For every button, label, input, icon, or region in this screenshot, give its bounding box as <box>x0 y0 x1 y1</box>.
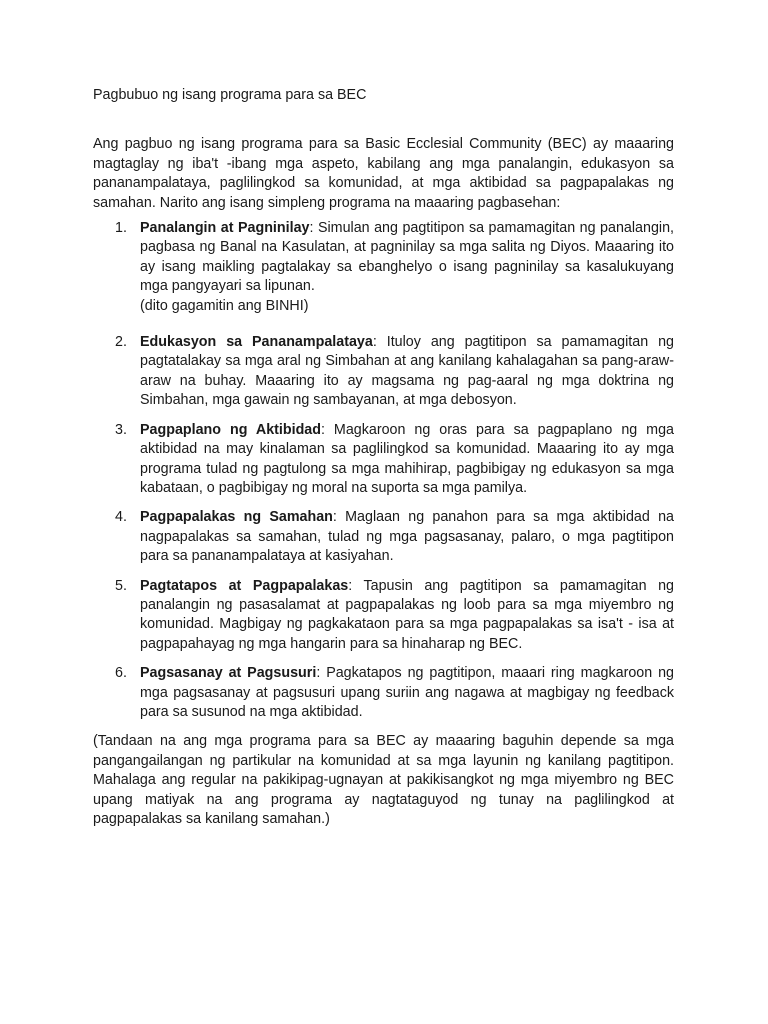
list-item <box>93 508 674 566</box>
list-item <box>93 333 674 411</box>
list-item-text: : Magkaroon ng oras para sa pagpaplano ng mga aktibidad na may kinalaman sa paglilingkod sa komunidad. Maaaring ito ay mga programa tulad ng pagtulong sa mga mahihirap, pagbibigay ng edukasyon sa mga kabataan, o pagbibigay ng moral na suporta sa mga pamilya. <box>140 421 674 496</box>
intro-paragraph: Ang pagbuo ng isang programa para sa Basic Ecclesial Community (BEC) ay maaaring magtaglay ng iba't -ibang mga aspeto, kabilang ang mga panalangin, edukasyon sa pananampalataya, paglilingkod sa komunidad, at mga aktibidad sa pagpapalakas ng samahan. Narito ang isang simpleng programa na maaaring pagbasehan: <box>93 136 674 211</box>
list-item-text: : Tapusin ang pagtitipon sa pamamagitan ng panalangin ng pasasalamat at pagpapalakas ng loob para sa mga miyembro ng komunidad. Magbigay ng pagkakataon para sa mga pagpapalakas sa isa't - isa at pagpapahayag ng mga hangarin para sa hinaharap ng BEC. <box>140 577 674 652</box>
program-list <box>93 219 674 722</box>
list-item <box>93 421 674 499</box>
document-title: Pagbubuo ng isang programa para sa BEC <box>93 87 367 103</box>
list-item-number: 2. <box>115 334 127 351</box>
list-item-heading: Panalangin at Pagninilay <box>140 220 310 237</box>
list-item-heading: Pagpaplano ng Aktibidad <box>140 421 321 438</box>
list-item <box>93 664 674 722</box>
list-item-note: (dito gagamitin ang BINHI) <box>140 297 309 314</box>
list-item-text: : Ituloy ang pagtitipon sa pamamagitan ng pagtatalakay sa mga aral ng Simbahan at ang kanilang kahalagahan sa pang-araw-araw na buhay. Maaaring ito ay magsama ng pag-aaral ng mga doktrina ng Simbahan, mga gawain ng sambayanan, at mga debosyon. <box>140 334 674 409</box>
list-item-text: : Pagkatapos ng pagtitipon, maaari ring magkaroon ng mga pagsasanay at pagsusuri upang suriin ang nagawa at magbigay ng feedback para sa susunod na mga aktibidad. <box>140 665 674 720</box>
list-item-number: 1. <box>115 220 127 237</box>
list-item-text: : Maglaan ng panahon para sa mga aktibidad na nagpapalakas sa samahan, tulad ng mga pagsasanay, palaro, o mga pagtitipon para sa pananampalataya at kasiyahan. <box>140 509 674 565</box>
document-page <box>93 86 674 829</box>
list-item <box>93 577 674 655</box>
list-item-heading: Pagsasanay at Pagsusuri <box>140 665 317 682</box>
list-item <box>93 219 674 316</box>
list-item-text: : Simulan ang pagtitipon sa pamamagitan ng panalangin, pagbasa ng Banal na Kasulatan, at pagninilay sa mga salita ng Diyos. Maaaring ito ay isang maikling pagtalakay sa ebanghelyo o isang pagninilay sa kasalukuyang mga pangyayari sa lipunan. <box>140 220 674 295</box>
closing-paragraph: (Tandaan na ang mga programa para sa BEC ay maaaring baguhin depende sa mga pangangailangan ng partikular na komunidad at sa mga layunin ng kanilang pagtitipon. Mahalaga ang regular na pakikipag-ugnayan at pakikisangkot ng mga miyembro ng BEC upang matiyak na ang programa ay nagtataguyod ng tunay na paglilingkod at pagpapalakas sa kanilang samahan.) <box>93 733 674 827</box>
list-item-heading: Edukasyon sa Pananampalataya <box>140 334 373 351</box>
list-item-number: 6. <box>115 665 127 682</box>
list-item-heading: Pagtatapos at Pagpapalakas <box>140 577 349 594</box>
list-item-number: 4. <box>115 509 127 526</box>
list-item-number: 5. <box>115 577 127 594</box>
list-item-number: 3. <box>115 421 127 438</box>
list-item-heading: Pagpapalakas ng Samahan <box>140 509 333 526</box>
